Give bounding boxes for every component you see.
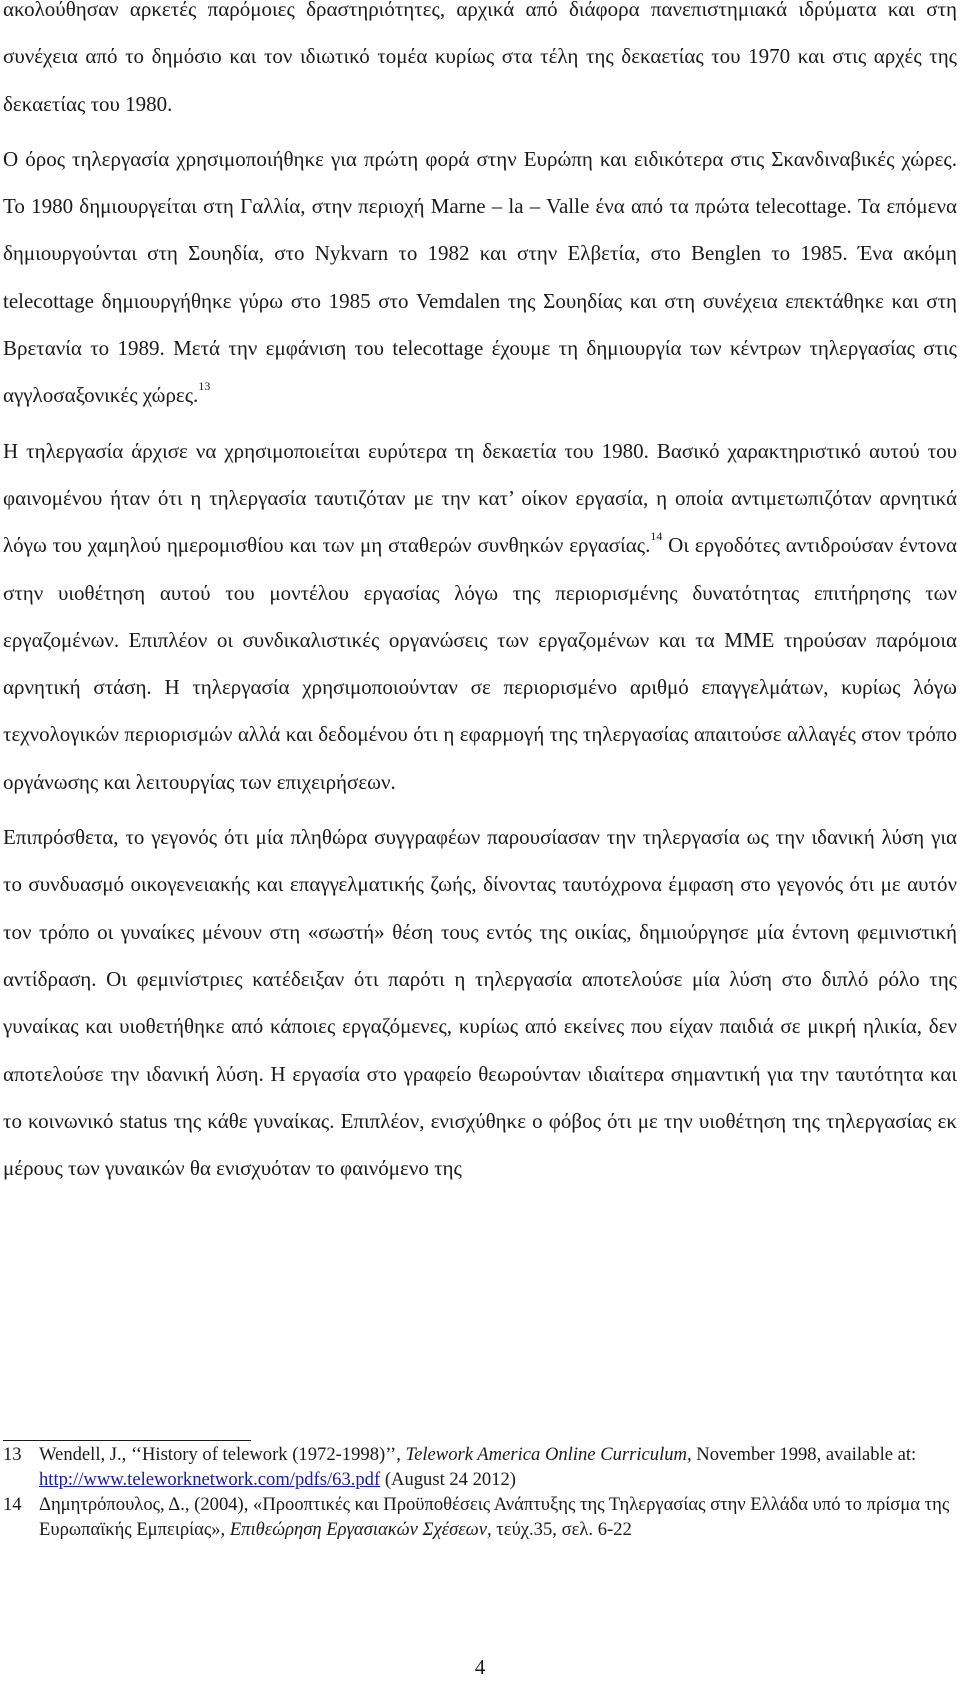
paragraph-history-intro	[3, 0, 957, 128]
document-body	[3, 0, 957, 1192]
footnote-citation: Wendell, J., ‘‘History of telework (1972-1998)’’,	[39, 1444, 406, 1465]
footnote-text	[39, 1442, 957, 1492]
footnote-number: 13	[3, 1444, 22, 1465]
footnote-access-date: (August 24 2012)	[380, 1469, 517, 1490]
paragraph-term-origin	[3, 136, 957, 420]
paragraph-text: ακολούθησαν αρκετές παρόμοιες δραστηριότητες, αρχικά από διάφορα πανεπιστημιακά ιδρύματα και στη συνέχεια από το δημόσιο και τον ιδιωτικό τομέα κυρίως στα τέλη της δεκαετίας του 1970 και στις αρχές της δεκαετίας του 1980.	[3, 0, 957, 116]
footnotes	[3, 1442, 957, 1542]
footnote-separator	[3, 1440, 251, 1441]
paragraph-text: Επιπρόσθετα, το γεγονός ότι μία πληθώρα συγγραφέων παρουσίασαν την τηλεργασία ως την ιδανική λύση για το συνδυασμό οικογενειακής και επαγγελματικής ζωής, δίνοντας ταυτόχρονα έμφαση στο γεγονός ότι με αυτόν τον τρόπο οι γυναίκες μένουν στη «σωστή» θέση τους εντός της οικίας, δημιούργησε μία έντονη φεμινιστική αντίδραση. Οι φεμινίστριες κατέδειξαν ότι παρότι η τηλεργασία αποτελούσε μία λύση στο διπλό ρόλο της γυναίκας και υιοθετήθηκε από κάποιες εργαζόμενες, κυρίως από εκείνες που είχαν παιδιά σε μικρή ηλικία, δεν αποτελούσε την ιδανική λύση. Η εργασία στο γραφείο θεωρούνταν ιδιαίτερα σημαντική για την ταυτότητα και το κοινωνικό status της κάθε γυναίκας. Επιπλέον, ενισχύθηκε ο φόβος ότι με την υιοθέτηση της τηλεργασίας εκ μέρους των γυναικών θα ενισχυόταν το φαινόμενο της	[3, 825, 957, 1181]
footnote-source-title: Telework America Online Curriculum,	[405, 1444, 692, 1465]
footnote-citation: Δημητρόπουλος, Δ., (2004), «Προοπτικές και Προϋποθέσεις Ανάπτυξης της Τηλεργασίας στην Ελλάδα υπό το πρίσμα της Ευρωπαϊκής Εμπειρίας»,	[39, 1494, 950, 1540]
footnote-source-title: Επιθεώρηση Εργασιακών Σχέσεων,	[229, 1519, 492, 1540]
paragraph-1980s-usage	[3, 428, 957, 806]
footnote-number: 14	[3, 1494, 22, 1515]
page-number: 4	[474, 1655, 486, 1679]
footnote-details: τεύχ.35, σελ. 6-22	[491, 1519, 632, 1540]
paragraph-text: Ο όρος τηλεργασία χρησιμοποιήθηκε για πρώτη φορά στην Ευρώπη και ειδικότερα στις Σκανδιναβικές χώρες. Το 1980 δημιουργείται στη Γαλλία, στην περιοχή Marne – la – Valle ένα από τα πρώτα telecottage. Τα επόμενα δημιουργούνται στη Σουηδία, στο Nykvarn το 1982 και στην Ελβετία, στο Benglen το 1985. Ένα ακόμη telecottage δημιουργήθηκε γύρω στο 1985 στο Vemdalen της Σουηδίας και στη συνέχεια επεκτάθηκε και στη Βρετανία το 1989. Μετά την εμφάνιση του telecottage έχουμε τη δημιουργία των κέντρων τηλεργασίας στις αγγλοσαξονικές χώρες.	[3, 146, 957, 408]
paragraph-feminist-reaction	[3, 814, 957, 1192]
footnote-reference-13[interactable]: 13	[198, 379, 211, 394]
footnote-14	[3, 1492, 957, 1542]
footnote-link[interactable]: http://www.teleworknetwork.com/pdfs/63.pdf	[39, 1469, 381, 1490]
footnote-details: November 1998, available at:	[691, 1444, 917, 1465]
footnote-text	[39, 1492, 957, 1542]
footnote-reference-14[interactable]: 14	[650, 529, 663, 544]
paragraph-text: Οι εργοδότες αντιδρούσαν έντονα στην υιοθέτηση αυτού του μοντέλου εργασίας λόγω της περιορισμένης δυνατότητας επιτήρησης των εργαζομένων. Επιπλέον οι συνδικαλιστικές οργανώσεις των εργαζομένων και τα ΜΜΕ τηρούσαν παρόμοια αρνητική στάση. Η τηλεργασία χρησιμοποιούνταν σε περιορισμένο αριθμό επαγγελμάτων, κυρίως λόγω τεχνολογικών περιορισμών αλλά και δεδομένου ότι η εφαρμογή της τηλεργασίας απαιτούσε αλλαγές στον τρόπο οργάνωσης και λειτουργίας των επιχειρήσεων.	[3, 533, 958, 794]
footnote-13	[3, 1442, 957, 1492]
paragraph-text: Η τηλεργασία άρχισε να χρησιμοποιείται ευρύτερα τη δεκαετία του 1980. Βασικό χαρακτηριστικό αυτού του φαινομένου ήταν ότι η τηλεργασία ταυτιζόταν με την κατ’ οίκον εργασία, η οποία αντιμετωπιζόταν αρνητικά λόγω του χαμηλού ημερομισθίου και των μη σταθερών συνθηκών εργασίας.	[3, 438, 957, 558]
